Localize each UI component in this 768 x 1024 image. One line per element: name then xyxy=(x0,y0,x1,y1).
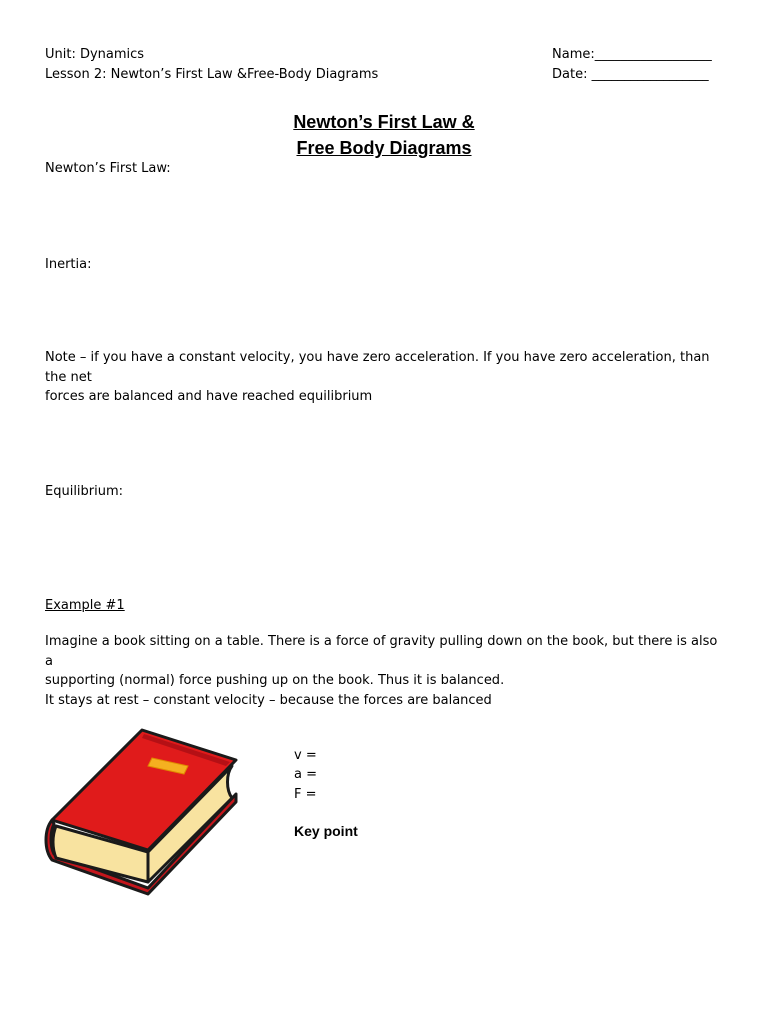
note-line-2: forces are balanced and have reached equilibrium xyxy=(45,389,373,404)
key-point-label: Key point xyxy=(294,823,358,839)
velocity-label: v = xyxy=(294,748,317,763)
example-paragraph xyxy=(45,632,725,710)
example-line-3: It stays at rest – constant velocity – because the forces are balanced xyxy=(45,692,492,708)
equilibrium-heading: Equilibrium: xyxy=(45,484,124,499)
example-heading: Example #1 xyxy=(45,598,125,613)
inertia-heading: Inertia: xyxy=(45,257,92,272)
example-line-2: supporting (normal) force pushing up on the book. Thus it is balanced. xyxy=(45,673,505,688)
date-field-label: Date: __________________ xyxy=(552,67,709,82)
note-line-1: Note – if you have a constant velocity, you have zero acceleration. If you have zero acceleration, than the net xyxy=(45,350,710,385)
page-title-line-2: Free Body Diagrams xyxy=(296,138,472,158)
first-law-heading: Newton’s First Law: xyxy=(45,161,171,176)
force-label: F = xyxy=(294,787,317,802)
book-icon xyxy=(40,722,245,900)
note-paragraph xyxy=(45,348,725,407)
example-line-1: Imagine a book sitting on a table. There is a force of gravity pulling down on the book, but there is also a xyxy=(45,634,718,669)
lesson-label: Lesson 2: Newton’s First Law &Free-Body Diagrams xyxy=(45,67,379,82)
page-title-line-1: Newton’s First Law & xyxy=(293,112,475,132)
acceleration-label: a = xyxy=(294,767,317,782)
unit-label: Unit: Dynamics xyxy=(45,47,145,62)
name-field-label: Name:__________________ xyxy=(552,47,712,62)
